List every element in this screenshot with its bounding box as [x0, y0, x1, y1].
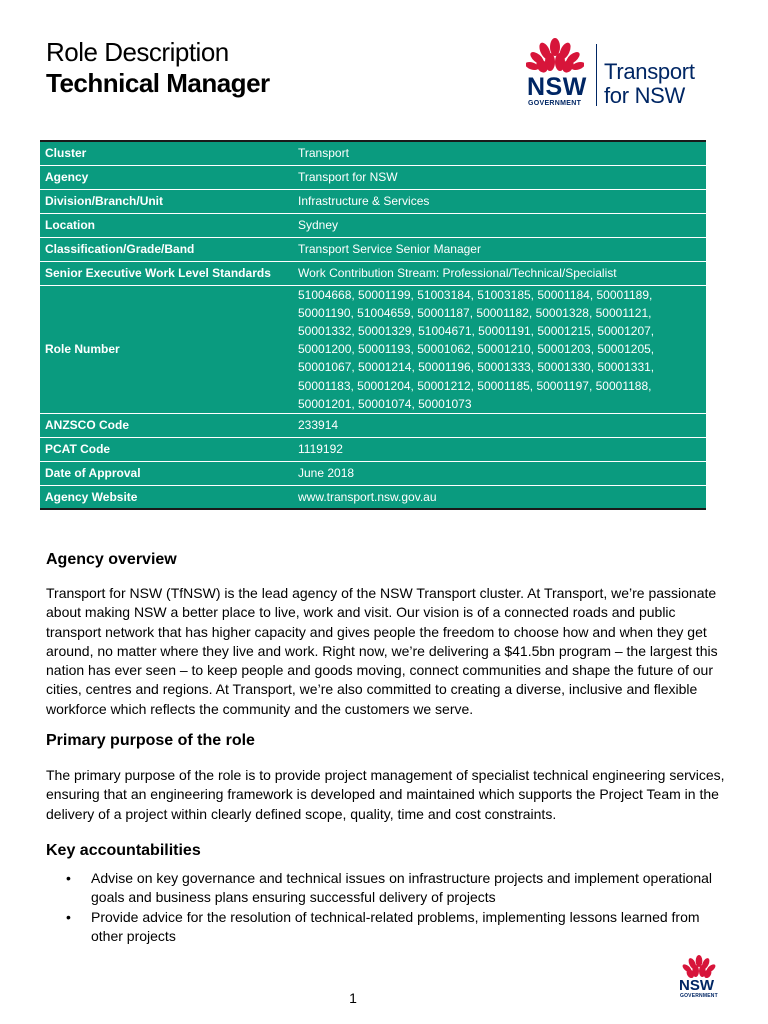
table-row-agency — [40, 165, 706, 189]
row-value: Sydney — [292, 213, 706, 237]
logo-nsw-text: NSW — [527, 73, 587, 101]
logo-transport-for-nsw — [604, 60, 695, 108]
page-number: 1 — [349, 990, 357, 1006]
agency-website-link[interactable]: www.transport.nsw.gov.au — [292, 485, 706, 509]
row-value: Infrastructure & Services — [292, 189, 706, 213]
list-item — [46, 869, 726, 908]
list-item — [46, 908, 726, 947]
footer-nsw-logo — [676, 955, 724, 1003]
row-label: Division/Branch/Unit — [40, 189, 292, 213]
row-label: ANZSCO Code — [40, 413, 292, 437]
table-row-cluster — [40, 141, 706, 165]
row-label: PCAT Code — [40, 437, 292, 461]
waratah-icon — [526, 38, 584, 74]
role-number-list: 51004668, 50001199, 51003184, 51003185, 50001184, 50001189, 50001190, 51004659, 50001187, 50001182, 50001328, 50001121, 50001332, 50001329, 51004671, 50001191, 50001215, 50001207, 50001200, 50001193, 50001062, 50001210, 50001203, 50001205, 50001067, 50001214, 50001196, 50001333, 50001330, 50001331, 50001183, 50001204, 50001212, 50001185, 50001197, 50001188, 50001201, 50001074, 50001073 — [298, 287, 655, 411]
logo-divider — [596, 44, 597, 106]
key-accountabilities-heading: Key accountabilities — [46, 842, 201, 859]
row-value: Transport — [292, 141, 706, 165]
logo-tfnsw-line2: for NSW — [604, 83, 686, 108]
primary-purpose-text: The primary purpose of the role is to provide project management of specialist technical engineering services, ensuring that an engineering framework is developed and maintained which supports the Project Team in the delivery of a project within clearly defined scope, quality, time and cost constraints. — [46, 767, 725, 822]
agency-overview-heading: Agency overview — [46, 551, 177, 568]
table-row-classification — [40, 237, 706, 261]
table-row-pcat — [40, 437, 706, 461]
row-label: Location — [40, 213, 292, 237]
primary-purpose-heading: Primary purpose of the role — [46, 732, 255, 749]
row-value: Work Contribution Stream: Professional/Technical/Specialist — [292, 261, 706, 285]
nsw-transport-logo — [522, 38, 712, 110]
agency-overview-text: Transport for NSW (TfNSW) is the lead agency of the NSW Transport cluster. At Transport, we’re passionate about making NSW a better place to live, work and visit. Our vision is of a connected roads and public transport network that has higher capacity and gives people the freedom to choose how and when they get around, no matter where they live and work. Right now, we’re delivering a $41.5bn program – the largest this nation has ever seen – to keep people and goods moving, connect communities and shape the future of our cities, centres and regions. At Transport, we’re also committed to creating a diverse, inclusive and flexible workforce which reflects the community and the customers we serve. — [46, 585, 718, 717]
role-info-table — [40, 140, 706, 510]
row-label: Cluster — [40, 141, 292, 165]
logo-government-text: GOVERNMENT — [528, 100, 582, 107]
footer-logo-nsw-text: NSW — [679, 977, 714, 994]
table-row-website — [40, 485, 706, 509]
list-item-text: Provide advice for the resolution of technical-related problems, implementing lessons learned from other projects — [91, 908, 700, 944]
key-accountabilities-list — [46, 869, 726, 946]
table-row-division — [40, 189, 706, 213]
bullet-icon: • — [66, 870, 71, 886]
table-row-location — [40, 213, 706, 237]
list-item-text: Advise on key governance and technical issues on infrastructure projects and implement operational goals and business plans ensuring successful delivery of projects — [91, 870, 713, 906]
table-row-role-number — [40, 285, 706, 413]
footer-waratah-icon — [679, 955, 719, 979]
row-label: Role Number — [40, 285, 292, 413]
row-label: Classification/Grade/Band — [40, 237, 292, 261]
table-row-anzsco — [40, 413, 706, 437]
row-value: Transport Service Senior Manager — [292, 237, 706, 261]
table-row-work-level — [40, 261, 706, 285]
logo-tfnsw-line1: Transport — [604, 59, 695, 84]
table-row-approval-date — [40, 461, 706, 485]
row-value: 233914 — [292, 413, 706, 437]
row-label: Senior Executive Work Level Standards — [40, 261, 292, 285]
doc-type-title: Role Description — [46, 37, 229, 67]
footer-logo-government-text: GOVERNMENT — [680, 993, 718, 999]
row-label: Agency Website — [40, 485, 292, 509]
row-value-cell — [292, 285, 706, 413]
row-value: Transport for NSW — [292, 165, 706, 189]
row-label: Agency — [40, 165, 292, 189]
row-value: June 2018 — [292, 461, 706, 485]
row-value: 1119192 — [292, 437, 706, 461]
title-block — [46, 36, 270, 98]
bullet-icon: • — [66, 908, 71, 925]
role-title: Technical Manager — [46, 68, 270, 98]
row-label: Date of Approval — [40, 461, 292, 485]
